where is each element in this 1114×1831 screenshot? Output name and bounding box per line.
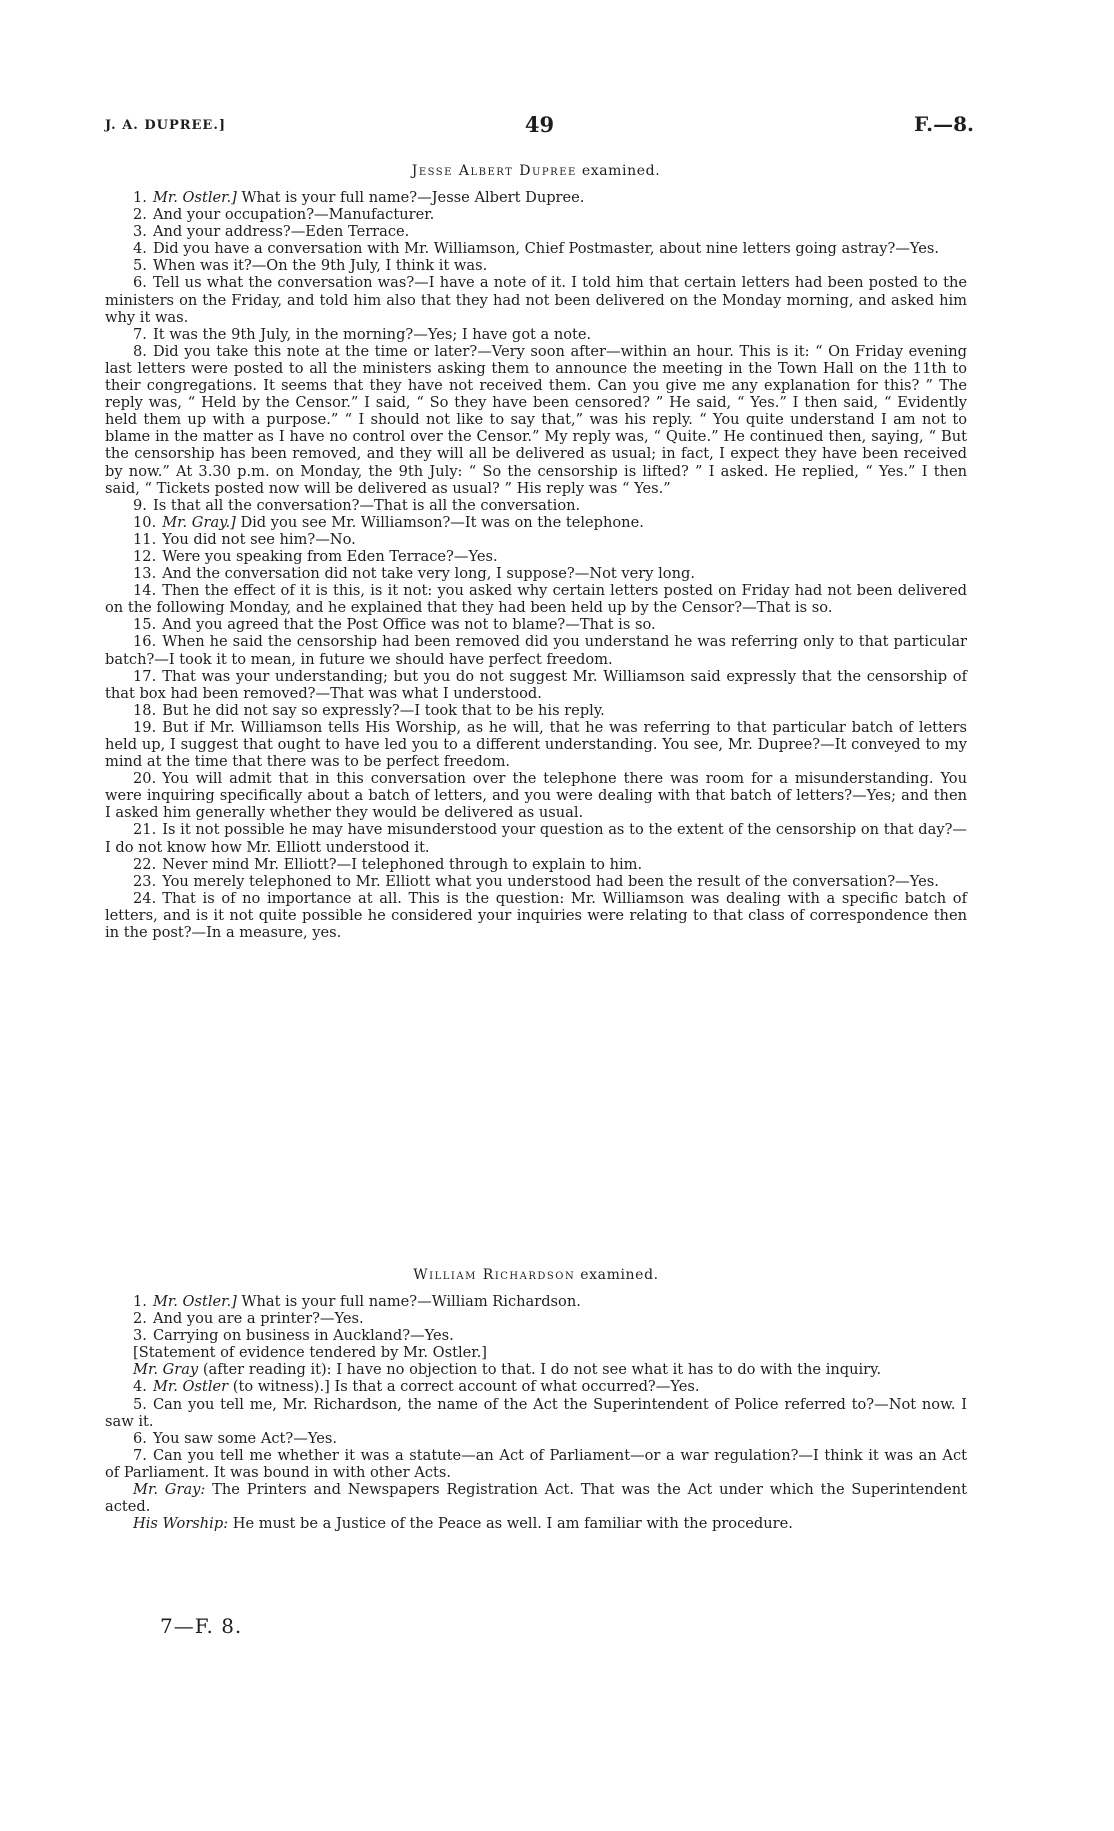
testimony-entry [105, 856, 967, 873]
entry-text: That is of no importance at all. This is the question: Mr. Williamson was dealing with a specific batch of letters, and is it not quite possible he considered your inquiries were relating to that class of correspondence then in the post?—In a measure, yes. [105, 889, 967, 942]
header-paper-ref: F.—8. [913, 112, 974, 136]
entry-number: 4. [133, 240, 147, 258]
entry-text: Did you see Mr. Williamson?—It was on the telephone. [240, 513, 644, 531]
entry-number: 7. [133, 1446, 147, 1464]
title-suffix: examined. [581, 163, 661, 179]
section-title [105, 162, 967, 180]
entry-text: Can you tell me whether it was a statute—an Act of Parliament—or a war regulation?—I think it was an Act of Parliament. It was bound in with other Acts. [105, 1446, 967, 1481]
entry-text: [Statement of evidence tendered by Mr. Ostler.] [133, 1344, 487, 1362]
entry-number: 17. [133, 667, 157, 685]
entry-number: 6. [133, 274, 147, 292]
entry-number: 3. [133, 223, 147, 241]
testimony-entry [105, 1293, 967, 1310]
entry-number: 23. [133, 872, 157, 890]
entry-text: You did not see him?—No. [162, 530, 356, 548]
entries-list [105, 189, 967, 941]
testimony-entry [105, 1430, 967, 1447]
testimony-entry [105, 719, 967, 770]
testimony-entry [105, 702, 967, 719]
entry-text: Tell us what the conversation was?—I have a note of it. I told him that certain letters had been posted to the ministers on the Friday, and told him also that they had not been delivered on the Monday morning, and asked him why it was. [105, 274, 967, 326]
testimony-entry [105, 633, 967, 667]
entry-speaker: Mr. Gray: [133, 1481, 206, 1499]
entry-text: He must be a Justice of the Peace as well. I am familiar with the procedure. [232, 1515, 793, 1533]
entry-number: 1. [133, 189, 147, 206]
entry-number: 19. [133, 718, 157, 736]
testimony-entry [105, 770, 967, 821]
testimony-entry [105, 1344, 967, 1361]
testimony-entry [105, 873, 967, 890]
entry-number: 22. [133, 855, 157, 873]
entry-text: What is your full name?—William Richardson. [241, 1293, 581, 1310]
witness-name: Jesse Albert Dupree [411, 163, 577, 179]
testimony-entry [105, 1481, 967, 1515]
entry-text: And you agreed that the Post Office was not to blame?—That is so. [162, 616, 656, 634]
entry-text: Did you take this note at the time or later?—Very soon after—within an hour. This is it: “ On Friday evening last letters were posted to all the ministers asking them to announce the meeting in the Town Hall on the 11th to their congregations. It seems that they have not received them. Can you give me any explanation for this? ” The reply was, “ Held by the Censor.” I said, “ So they have been censored? ” He said, “ Yes.” I then said, “ Evidently held them up with a purpose.” “ I should not like to say that,” was his reply. “ You quite understand I am not to blame in the matter as I have no control over the Censor.” My reply was, “ Quite.” He continued then, saying, “ But the censorship has been removed, and they will all be delivered as usual; in fact, I expect they have been received by now.” At 3.30 p.m. on Monday, the 9th July: “ So the censorship is lifted? ” I asked. He replied, “ Yes.” I then said, “ Tickets posted now will be delivered as usual? ” His reply was “ Yes.” [105, 342, 967, 497]
entry-number: 8. [133, 342, 147, 360]
entry-number: 5. [133, 257, 147, 275]
entries-list [105, 1293, 967, 1532]
testimony-entry [105, 890, 967, 941]
entry-number: 5. [133, 1395, 147, 1413]
footer-signature: 7—F. 8. [160, 1614, 243, 1638]
entry-text: That was your understanding; but you do not suggest Mr. Williamson said expressly that the censorship of that box had been removed?—That was what I understood. [105, 667, 967, 702]
entry-text: And the conversation did not take very long, I suppose?—Not very long. [162, 565, 695, 583]
testimony-entry [105, 189, 967, 206]
entry-text: And your address?—Eden Terrace. [152, 223, 410, 241]
entry-number: 1. [133, 1293, 147, 1310]
testimony-entry [105, 1310, 967, 1327]
entry-speaker: Mr. Ostler.] [152, 189, 237, 206]
testimony-entry [105, 1361, 967, 1378]
entry-text: Were you speaking from Eden Terrace?—Yes. [162, 547, 498, 565]
testimony-entry [105, 582, 967, 616]
entry-number: 4. [133, 1378, 147, 1396]
witness-name: William Richardson [413, 1267, 576, 1283]
entry-number: 16. [133, 633, 157, 651]
entry-text: Never mind Mr. Elliott?—I telephoned through to explain to him. [162, 855, 643, 873]
entry-text: What is your full name?—Jesse Albert Dupree. [241, 189, 585, 206]
page-header [105, 112, 974, 142]
page-number: 49 [524, 112, 555, 137]
header-witness: J. A. DUPREE.] [105, 118, 227, 133]
entry-number: 12. [133, 547, 157, 565]
entry-speaker: Mr. Gray.] [162, 513, 236, 531]
entry-number: 2. [133, 206, 147, 224]
testimony-entry [105, 343, 967, 497]
entry-text: (to witness).] Is that a correct account of what occurred?—Yes. [232, 1378, 700, 1396]
entry-number: 18. [133, 701, 157, 719]
entry-text: (after reading it): I have no objection to that. I do not see what it has to do with the inquiry. [202, 1361, 882, 1379]
testimony-entry [105, 1396, 967, 1430]
entry-text: It was the 9th July, in the morning?—Yes; I have got a note. [152, 325, 592, 343]
entry-speaker: Mr. Ostler.] [152, 1293, 237, 1310]
entry-text: Did you have a conversation with Mr. Williamson, Chief Postmaster, about nine letters going astray?—Yes. [152, 240, 940, 258]
section-richardson-examination [105, 1266, 967, 1532]
testimony-entry [105, 206, 967, 223]
testimony-entry [105, 514, 967, 531]
entry-speaker: His Worship: [133, 1515, 229, 1533]
entry-number: 7. [133, 325, 147, 343]
testimony-entry [105, 274, 967, 325]
testimony-entry [105, 223, 967, 240]
testimony-entry [105, 1447, 967, 1481]
entry-number: 3. [133, 1327, 147, 1345]
entry-text: When he said the censorship had been removed did you understand he was referring only to that particular batch?—I took it to mean, in future we should have perfect freedom. [105, 633, 967, 668]
entry-number: 15. [133, 616, 157, 634]
entry-text: And your occupation?—Manufacturer. [152, 206, 435, 224]
testimony-entry [105, 821, 967, 855]
testimony-entry [105, 668, 967, 702]
section-dupree-examination [105, 162, 967, 941]
testimony-entry [105, 257, 967, 274]
entry-number: 21. [133, 821, 157, 839]
entry-text: And you are a printer?—Yes. [152, 1310, 364, 1328]
testimony-entry [105, 531, 967, 548]
entry-text: Is that all the conversation?—That is all the conversation. [152, 496, 581, 514]
entry-text: The Printers and Newspapers Registration Act. That was the Act under which the Superintendent acted. [105, 1481, 967, 1516]
testimony-entry [105, 616, 967, 633]
entry-text: You merely telephoned to Mr. Elliott what you understood had been the result of the conversation?—Yes. [162, 872, 939, 890]
entry-text: When was it?—On the 9th July, I think it was. [152, 257, 488, 275]
entry-text: Then the effect of it is this, is it not: you asked why certain letters posted on Friday had not been delivered on the following Monday, and he explained that they had been held up by the Censor?—That is so. [105, 582, 967, 617]
entry-text: Is it not possible he may have misunderstood your question as to the extent of the censorship on that day?—I do not know how Mr. Elliott understood it. [105, 821, 967, 856]
entry-text: But if Mr. Williamson tells His Worship, as he will, that he was referring to that particular batch of letters held up, I suggest that ought to have led you to a different understanding. You see, Mr. Dupree?—It conveyed to my mind at the time that there was to be perfect freedom. [105, 718, 967, 771]
entry-number: 14. [133, 582, 157, 600]
entry-text: You will admit that in this conversation over the telephone there was room for a misunderstanding. You were inquiring specifically about a batch of letters, and you were dealing with that batch of letters?—Yes; and then I asked him generally whether they would be delivered as usual. [105, 770, 967, 822]
testimony-entry [105, 240, 967, 257]
entry-number: 9. [133, 496, 147, 514]
testimony-entry [105, 1515, 967, 1532]
testimony-entry [105, 326, 967, 343]
entry-number: 13. [133, 565, 157, 583]
entry-number: 11. [133, 530, 157, 548]
testimony-entry [105, 1378, 967, 1395]
entry-text: But he did not say so expressly?—I took that to be his reply. [162, 701, 605, 719]
testimony-entry [105, 565, 967, 582]
title-suffix: examined. [580, 1267, 659, 1283]
entry-text: You saw some Act?—Yes. [152, 1429, 337, 1447]
testimony-entry [105, 548, 967, 565]
entry-speaker: Mr. Ostler [152, 1378, 229, 1396]
entry-number: 24. [133, 889, 157, 907]
testimony-entry [105, 1327, 967, 1344]
entry-speaker: Mr. Gray [133, 1361, 199, 1379]
entry-number: 10. [133, 513, 157, 531]
entry-number: 20. [133, 770, 157, 788]
testimony-entry [105, 497, 967, 514]
section-title [105, 1266, 967, 1284]
entry-number: 6. [133, 1429, 147, 1447]
entry-text: Carrying on business in Auckland?—Yes. [152, 1327, 454, 1345]
entry-number: 2. [133, 1310, 147, 1328]
entry-text: Can you tell me, Mr. Richardson, the name of the Act the Superintendent of Police referred to?—Not now. I saw it. [105, 1395, 967, 1430]
